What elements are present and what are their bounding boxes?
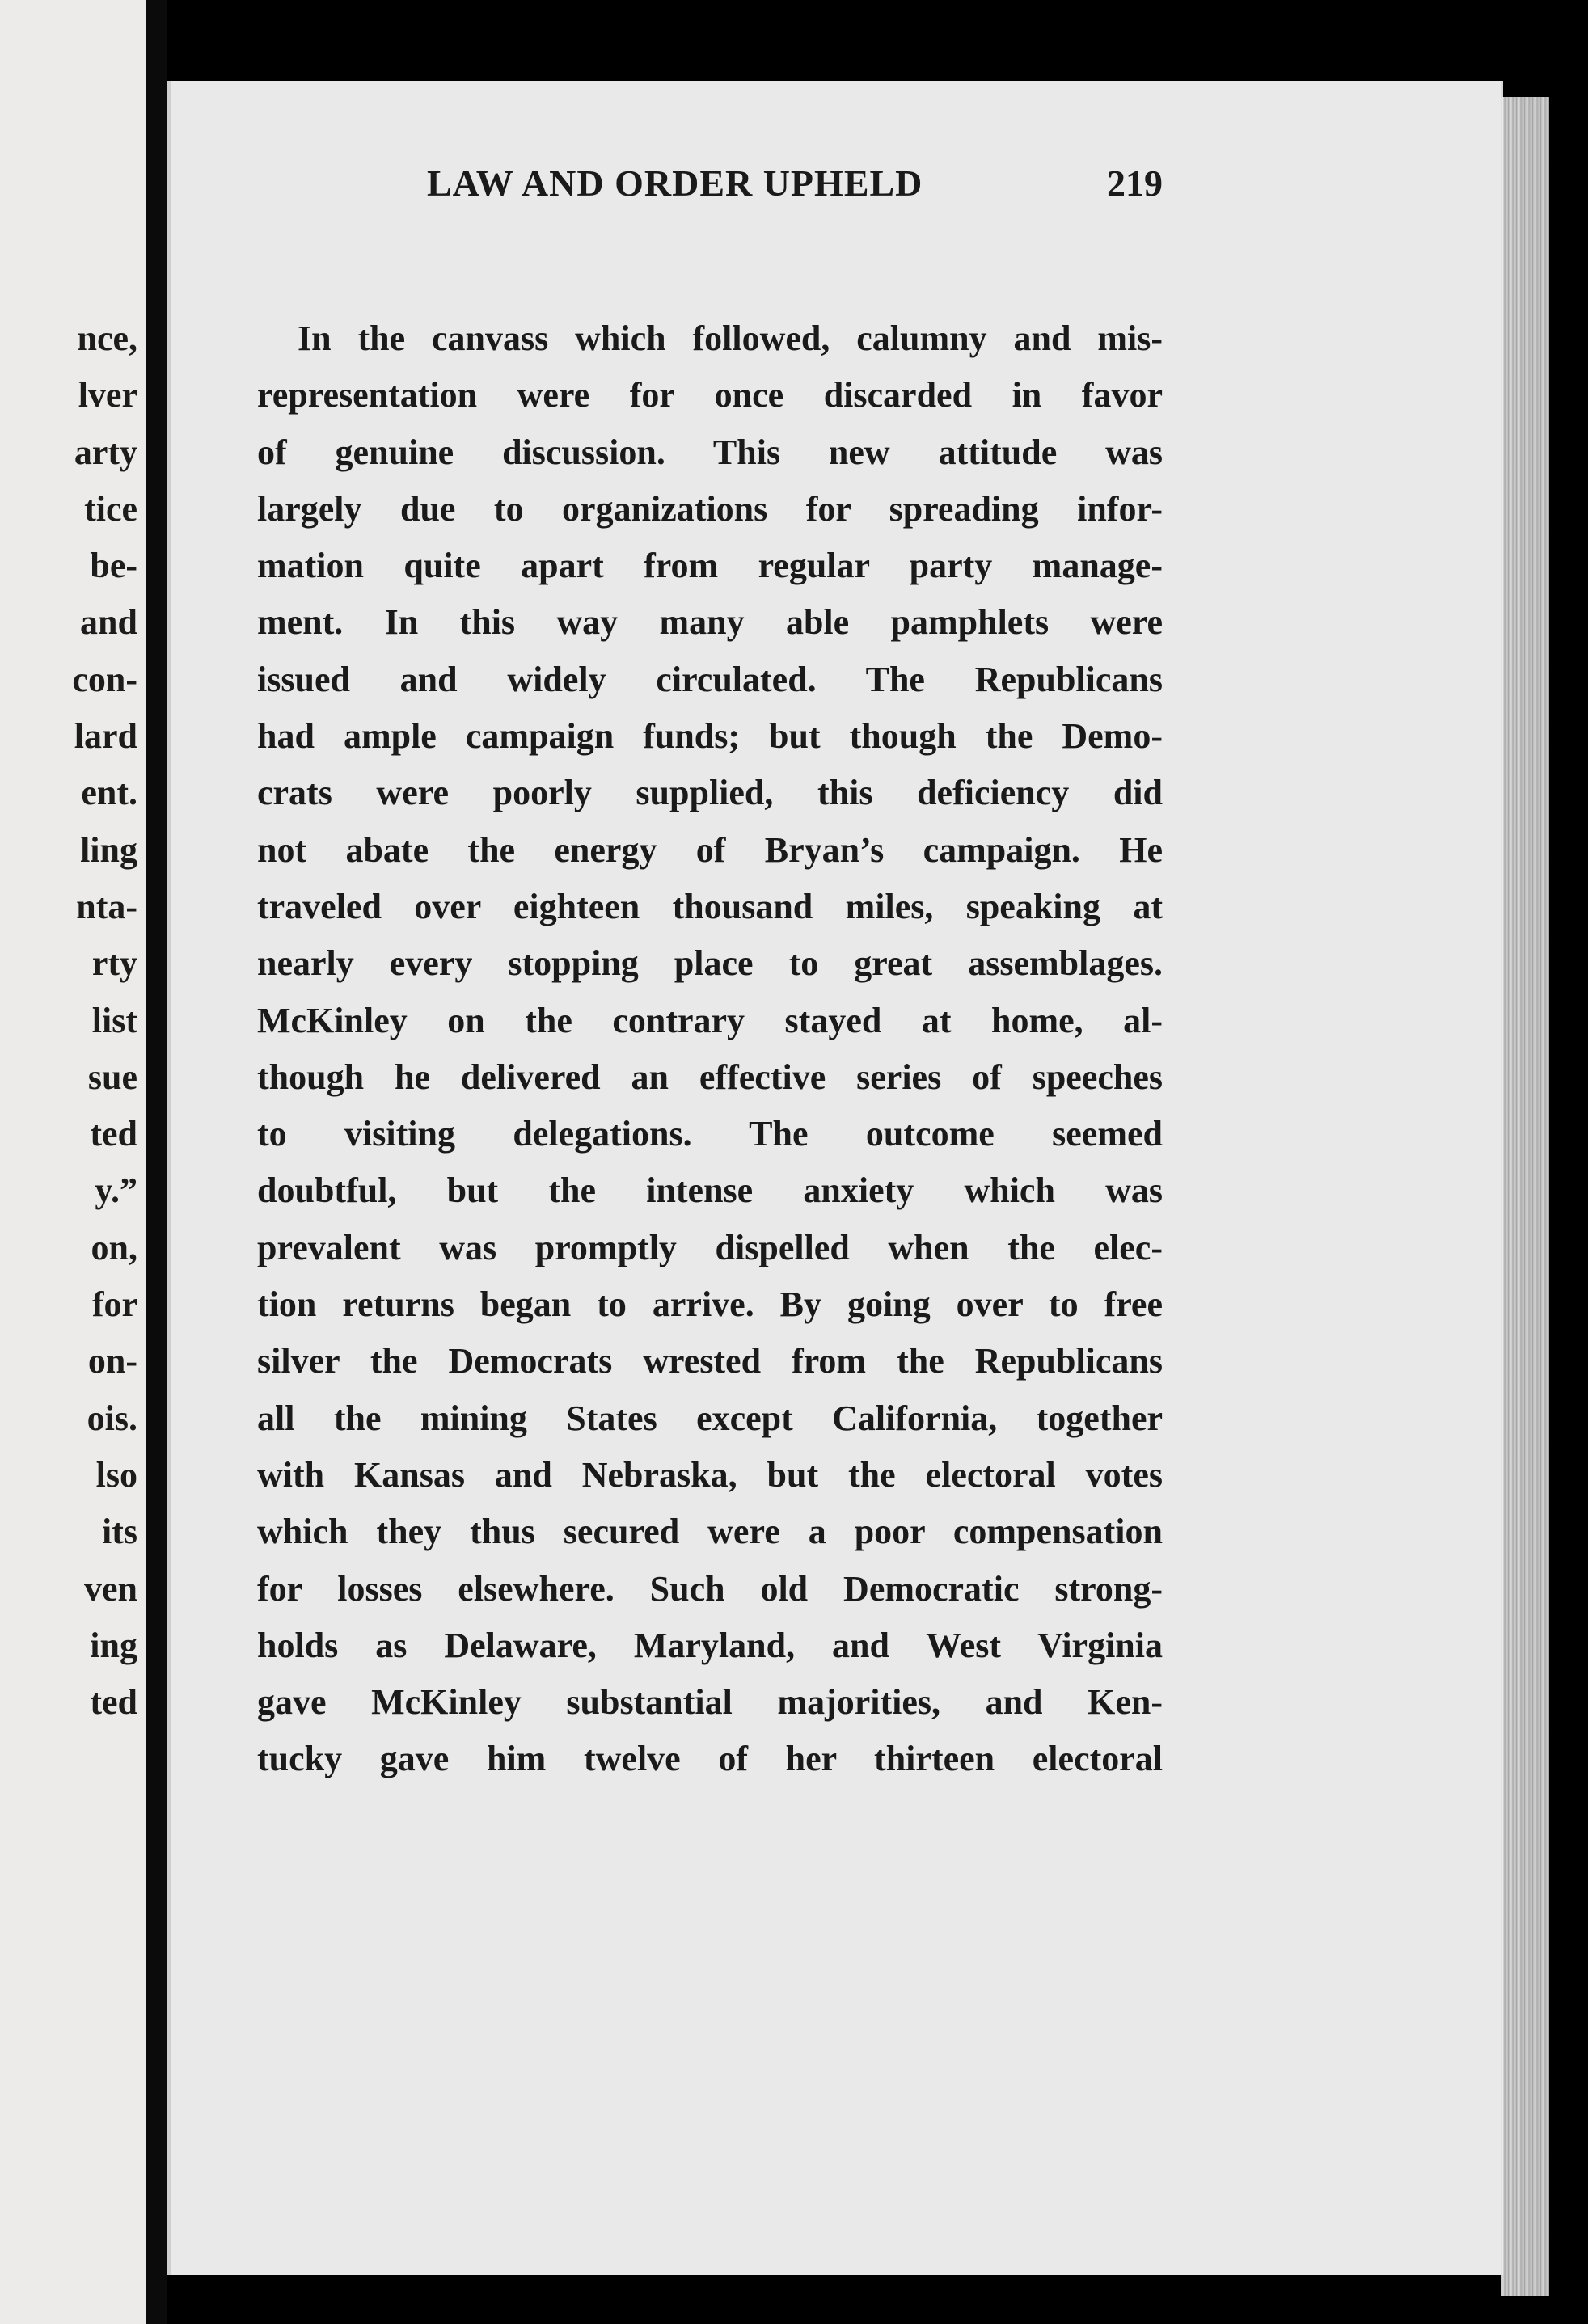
running-head: LAW AND ORDER UPHELD bbox=[427, 162, 923, 204]
previous-page-line: list bbox=[91, 1000, 137, 1040]
text-line: tucky gave him twelve of her thirteen electoral bbox=[257, 1739, 1163, 1779]
text-line: issued and widely circulated. The Republicans bbox=[257, 659, 1163, 699]
text-line: gave McKinley substantial majorities, and Ken- bbox=[257, 1682, 1163, 1723]
text-line: for losses elsewhere. Such old Democratic strong- bbox=[257, 1568, 1163, 1609]
previous-page-line: on- bbox=[87, 1341, 137, 1381]
text-line: though he delivered an effective series of speeches bbox=[257, 1057, 1163, 1097]
text-line: to visiting delegations. The outcome seemed bbox=[257, 1114, 1163, 1154]
previous-page-line: y.” bbox=[95, 1170, 137, 1211]
text-line: representation were for once discarded in favor bbox=[257, 375, 1163, 415]
previous-page-line: ing bbox=[90, 1625, 137, 1665]
previous-page-line: con- bbox=[72, 659, 137, 699]
previous-page-line: lso bbox=[95, 1454, 137, 1495]
text-line: silver the Democrats wrested from the Republicans bbox=[257, 1341, 1163, 1381]
previous-page-line: nce, bbox=[77, 318, 137, 358]
previous-page-line: nta- bbox=[76, 886, 137, 926]
previous-page-line: ted bbox=[90, 1114, 137, 1154]
text-line: had ample campaign funds; but though the Demo- bbox=[257, 716, 1163, 757]
text-line: all the mining States except California, together bbox=[257, 1398, 1163, 1438]
binding-gutter bbox=[146, 0, 167, 2324]
page-number: 219 bbox=[1107, 162, 1163, 204]
previous-page-line: lver bbox=[78, 375, 137, 415]
previous-page-line: ois. bbox=[87, 1398, 137, 1438]
previous-page-line: its bbox=[102, 1512, 137, 1552]
text-line: tion returns began to arrive. By going over to free bbox=[257, 1284, 1163, 1325]
page-edges bbox=[1501, 97, 1549, 2296]
text-line: of genuine discussion. This new attitude was bbox=[257, 432, 1163, 472]
previous-page-line: and bbox=[80, 602, 137, 643]
text-line: holds as Delaware, Maryland, and West Virginia bbox=[257, 1625, 1163, 1665]
previous-page-line: tice bbox=[84, 488, 137, 529]
text-line: traveled over eighteen thousand miles, speaking at bbox=[257, 886, 1163, 926]
previous-page-text bbox=[72, 310, 137, 1731]
text-line: nearly every stopping place to great assemblages. bbox=[257, 943, 1163, 984]
text-line: with Kansas and Nebraska, but the electoral votes bbox=[257, 1454, 1163, 1495]
text-line: not abate the energy of Bryan’s campaign. He bbox=[257, 829, 1163, 870]
text-line: mation quite apart from regular party manage- bbox=[257, 546, 1163, 586]
body-paragraph bbox=[257, 310, 1163, 1788]
previous-page-line: rty bbox=[91, 943, 137, 984]
previous-page-line: sue bbox=[87, 1057, 137, 1097]
previous-page-line: arty bbox=[74, 432, 137, 472]
previous-page-line: be- bbox=[90, 546, 137, 586]
previous-page-line: ven bbox=[84, 1568, 137, 1609]
text-line: ment. In this way many able pamphlets were bbox=[257, 602, 1163, 643]
previous-page-line: for bbox=[91, 1284, 137, 1325]
text-line: largely due to organizations for spreading infor- bbox=[257, 488, 1163, 529]
previous-page-line: lard bbox=[74, 716, 137, 757]
text-line: McKinley on the contrary stayed at home, al- bbox=[257, 1000, 1163, 1040]
previous-page-line: ted bbox=[90, 1682, 137, 1723]
text-line: which they thus secured were a poor compensation bbox=[257, 1512, 1163, 1552]
text-line: crats were poorly supplied, this deficiency did bbox=[257, 773, 1163, 813]
previous-page-line: ling bbox=[80, 829, 137, 870]
text-line: In the canvass which followed, calumny and mis- bbox=[298, 318, 1163, 358]
previous-page-line: on, bbox=[91, 1227, 137, 1267]
text-line: prevalent was promptly dispelled when the elec- bbox=[257, 1227, 1163, 1267]
previous-page-line: ent. bbox=[81, 773, 137, 813]
previous-page-fragment bbox=[0, 0, 146, 2324]
text-line: doubtful, but the intense anxiety which was bbox=[257, 1170, 1163, 1211]
page-header bbox=[257, 162, 1163, 218]
